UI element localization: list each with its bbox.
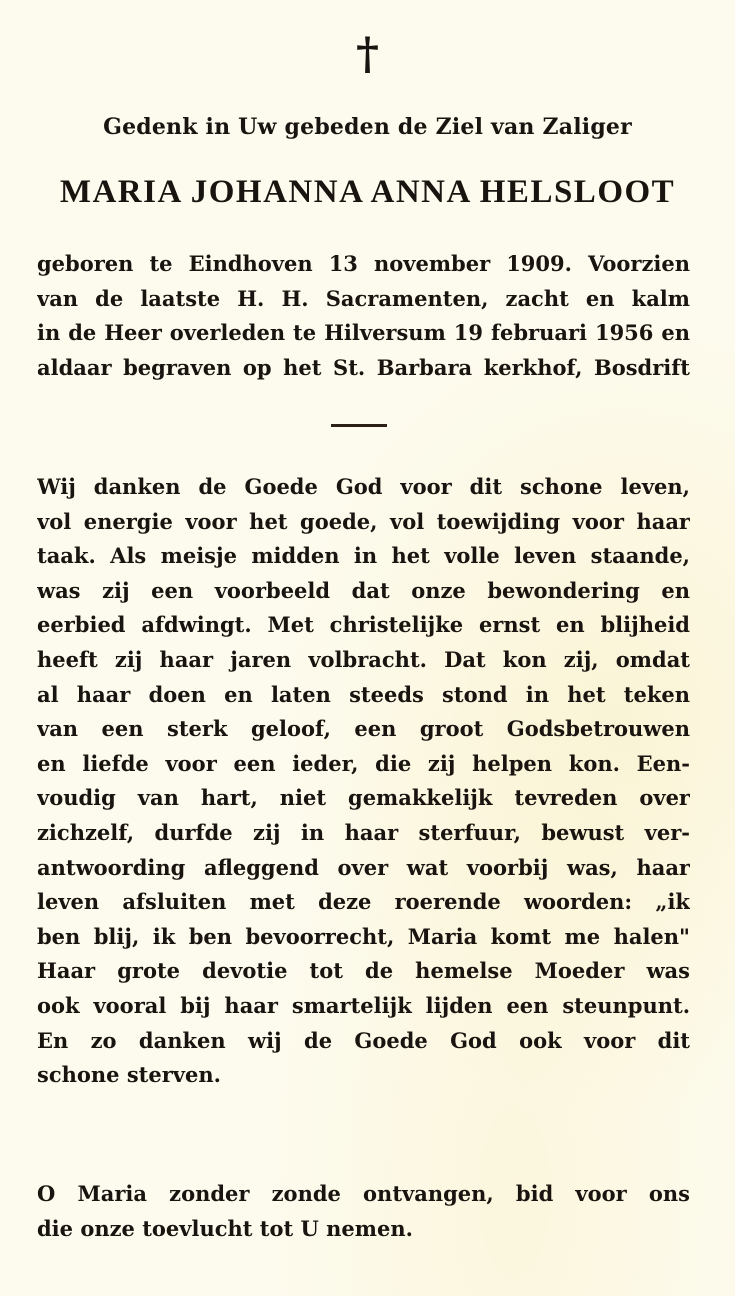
cross-icon: † bbox=[355, 29, 379, 80]
tribute-line: Haar grote devotie tot de hemelse Moeder was bbox=[37, 958, 690, 984]
bio-line: aldaar begraven op het St. Barbara kerkhof, Bosdrift bbox=[37, 354, 690, 380]
tribute-paragraph bbox=[37, 470, 690, 1093]
tribute-line: antwoording afleggend over wat voorbij was, haar bbox=[37, 854, 690, 880]
tribute-line: schone sterven. bbox=[37, 1062, 221, 1088]
bio-line: geboren te Eindhoven 13 november 1909. Voorzien bbox=[37, 251, 690, 276]
tribute-line: was zij een voorbeeld dat onze bewondering en bbox=[37, 577, 690, 603]
tribute-line: vol energie voor het goede, vol toewijding voor haar bbox=[37, 508, 690, 534]
prayer-line: O Maria zonder zonde ontvangen, bid voor ons bbox=[37, 1181, 690, 1206]
tribute-line: voudig van hart, niet gemakkelijk tevreden over bbox=[37, 785, 690, 811]
tribute-line: eerbied afdwingt. Met christelijke ernst en blijheid bbox=[37, 612, 690, 638]
tribute-line: ook vooral bij haar smartelijk lijden een steunpunt. bbox=[37, 992, 690, 1018]
tribute-line: En zo danken wij de Goede God ook voor dit bbox=[37, 1027, 690, 1053]
tribute-line: heeft zij haar jaren volbracht. Dat kon zij, omdat bbox=[37, 646, 690, 672]
tribute-line: taak. Als meisje midden in het volle leven staande, bbox=[37, 543, 690, 569]
tribute-line: al haar doen en laten steeds stond in het teken bbox=[37, 681, 690, 707]
tribute-line: van een sterk geloof, een groot Godsbetrouwen bbox=[37, 716, 690, 742]
tribute-line: Wij danken de Goede God voor dit schone leven, bbox=[37, 474, 690, 499]
bio-line: van de laatste H. H. Sacramenten, zacht en kalm bbox=[37, 285, 690, 311]
prayer-line: die onze toevlucht tot U nemen. bbox=[37, 1215, 413, 1241]
divider bbox=[331, 424, 387, 427]
tribute-line: en liefde voor een ieder, die zij helpen kon. Een- bbox=[37, 750, 690, 776]
tribute-line: zichzelf, durfde zij in haar sterfuur, bewust ver- bbox=[37, 819, 690, 845]
bio-line: in de Heer overleden te Hilversum 19 februari 1956 en bbox=[37, 320, 690, 345]
tribute-line: leven afsluiten met deze roerende woorden: „ik bbox=[37, 889, 690, 915]
deceased-name: MARIA JOHANNA ANNA HELSLOOT bbox=[59, 174, 676, 210]
biography-paragraph bbox=[37, 247, 690, 385]
prayer-paragraph bbox=[37, 1177, 690, 1246]
tribute-line: ben blij, ik ben bevoorrecht, Maria komt me halen" bbox=[37, 923, 690, 949]
intro-line: Gedenk in Uw gebeden de Ziel van Zaliger bbox=[103, 114, 632, 140]
